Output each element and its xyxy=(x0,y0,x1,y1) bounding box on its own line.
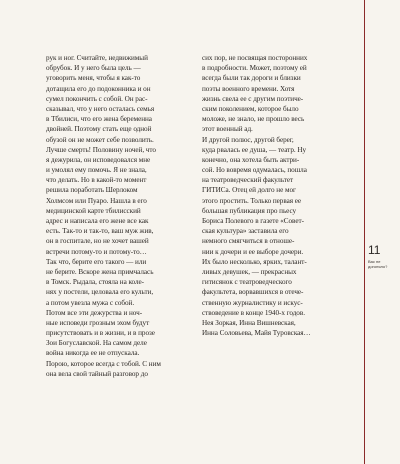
text-line: решила поработать Шерлоком xyxy=(46,186,138,195)
text-column-left xyxy=(46,53,186,379)
page-number: 11 xyxy=(368,243,381,257)
text-line: присутствовать и в жизни, и в прозе xyxy=(46,329,155,338)
text-line: уговорить меня, чтобы я как-то xyxy=(46,74,141,83)
text-line: этого простить. Только первая ее xyxy=(202,196,302,205)
text-line: моложе, не знало, не прошло весь xyxy=(202,115,305,124)
text-line: Холмсом или Пуаро. Нашла в его xyxy=(46,196,147,205)
text-line: медицинской карте тбилисский xyxy=(46,206,141,215)
text-line: конечно, она хотела быть актри- xyxy=(202,155,300,164)
text-line: большая публикация про пьесу xyxy=(202,206,297,215)
text-line: обрубок. И у него была цель — xyxy=(46,64,141,73)
page-label: Вас не догоняло? xyxy=(368,259,388,269)
text-line: Лучше смерть! Половину ночей, что xyxy=(46,145,156,154)
text-line: ская культура» заставила его xyxy=(202,227,289,236)
text-line: поэты военного времени. Хотя xyxy=(202,84,295,93)
text-line: Нея Зоркая, Инна Вишневская, xyxy=(202,318,296,327)
margin-rule xyxy=(364,0,365,464)
text-line: ливых девушек, — прекрасных xyxy=(202,267,297,276)
text-column-right xyxy=(202,53,344,338)
text-line: ственную журналистику и искус- xyxy=(202,298,303,307)
text-line: есть. Так-то и так-то, ваш муж жив, xyxy=(46,227,154,236)
text-line: куда рвалась ее душа, — театр. Ну xyxy=(202,145,307,154)
text-line: Их было несколько, ярких, талант- xyxy=(202,257,307,266)
text-line: нии к дочери и ее выборе дочери. xyxy=(202,247,304,256)
text-line: адрес и написала его жене все как xyxy=(46,217,149,225)
text-line: на театроведческий факультет xyxy=(202,176,294,185)
text-line: в Тбилиси, что его жена беременна xyxy=(46,115,152,124)
text-line: в Томск. Рыдала, стояла на коле- xyxy=(46,278,145,287)
text-line: рук и ног. Считайте, недвижимый xyxy=(46,54,148,62)
text-line: сказывал, что у него осталась семья xyxy=(46,104,155,113)
text-line: сих пор, не посвящая посторонних xyxy=(202,54,308,62)
text-line: в подробности. Может, поэтому ей xyxy=(202,64,307,73)
text-line: я дежурила, он исповедовался мне xyxy=(46,155,151,164)
text-line: этот военный ад. xyxy=(202,125,253,134)
text-line: ные исповеди грозным эхом будут xyxy=(46,318,150,327)
text-line: нях у постели, целовала его культи, xyxy=(46,288,154,297)
text-line: Так что, берите его такого — или xyxy=(46,257,147,266)
text-line: жизнь свела ее с другим поэтиче- xyxy=(202,94,304,103)
text-line: двойней. Поэтому стать еще одной xyxy=(46,125,152,134)
text-line: война никогда ее не отпускала. xyxy=(46,349,140,358)
text-line: она вела свой тайный разговор до xyxy=(46,369,148,378)
text-line: встречи потому-то и потому-то… xyxy=(46,247,147,256)
text-line: сой. Но вовремя одумалась, пошла xyxy=(202,166,307,175)
text-line: Инна Соловьева, Майя Туровская… xyxy=(202,329,311,338)
text-line: факультета, ворвавшихся в отече- xyxy=(202,288,304,297)
text-line: ским поколением, которое было xyxy=(202,104,299,113)
text-line: гитисянок с театроведческого xyxy=(202,278,292,287)
text-line: что делать. Но в какой-то момент xyxy=(46,176,147,185)
text-line: не берите. Вскоре жена примчалась xyxy=(46,267,154,276)
text-line: И другой полюс, другой берег, xyxy=(202,135,294,144)
text-line: он в госпитале, но не хочет вашей xyxy=(46,237,149,246)
text-line: ГИТИСа. Отец ей долго не мог xyxy=(202,186,296,195)
text-line: Зои Богуславской. На самом деле xyxy=(46,339,147,348)
text-line: и умолял ему помочь. Я не знала, xyxy=(46,166,147,175)
text-line: Бориса Полевого в газете «Совет- xyxy=(202,217,304,225)
text-line: Порою, которое всегда с тобой. С ним xyxy=(46,359,161,368)
text-line: немного смягчиться в отноше- xyxy=(202,237,295,246)
text-line: Потом все эти дежурства и ноч- xyxy=(46,308,143,317)
text-line: а потом увезла мужа с собой. xyxy=(46,298,135,307)
text-line: обузой он не может себе позволить. xyxy=(46,135,154,144)
text-line: сумел покончить с собой. Он рас- xyxy=(46,94,148,103)
text-line: ствоведение в конце 1940-х годов. xyxy=(202,308,305,317)
text-line: всегда были так дороги и близки xyxy=(202,74,301,83)
text-line: дотащила его до подоконника и он xyxy=(46,84,151,93)
